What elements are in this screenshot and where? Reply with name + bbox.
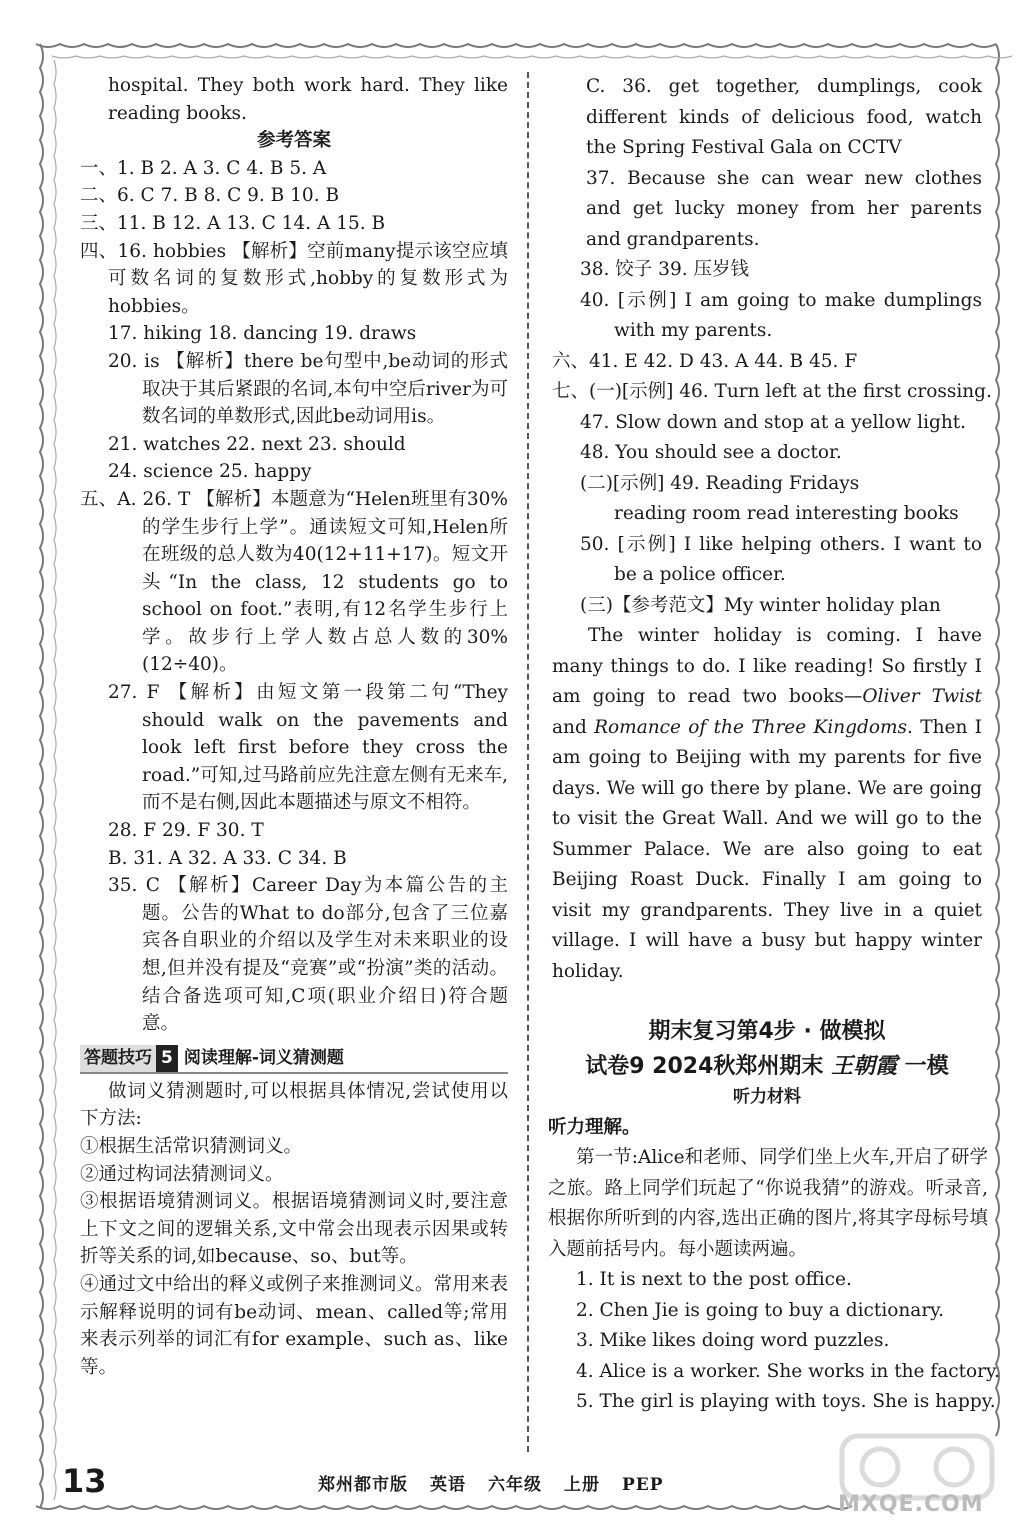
listening-title: 听力材料 [733,1087,801,1107]
answer-row: 七、(一)[示例] 46. Turn left at the first crossing. [552,381,992,402]
tip-title: 阅读理解-词义猜测题 [183,1047,344,1068]
answer-35: 35. C 【解析】Career Day为本篇公告的主题。公告的What to do部分,包含了三位嘉宾各自职业的介绍以及学生对未来职业的设想,但并没有提及“竞赛”或“扮演”类的活动。结合备选项可知,C项(职业介绍日)符合题意。 [108,875,508,1035]
answer-row: reading room read interesting books [614,503,959,524]
listening-block [548,1113,1000,1418]
answer-row: 24. science 25. happy [108,461,312,483]
answer-row: 一、1. B 2. A 3. C 4. B 5. A [80,157,327,179]
listening-intro: 第一节:Alice和老师、同学们坐上火车,开启了研学之旅。路上同学们玩起了“你说我猜”的游戏。听录音,根据你所听到的内容,选出正确的图片,将其字母标号填入题前括号内。每小题读两遍。 [548,1147,988,1260]
listening-item: 3. Mike likes doing word puzzles. [576,1330,890,1351]
right-column [548,72,1000,1418]
answer-row: (二)[示例] 49. Reading Fridays [580,472,860,494]
listening-label: 听力理解。 [548,1116,641,1138]
tip-number: 5 [156,1045,178,1073]
section-title: 期末复习第4步 · 做模拟 [648,1019,886,1044]
listening-item: 5. The girl is playing with toys. She is happy. [576,1391,996,1412]
essay-heading: (三)【参考范文】My winter holiday plan [580,594,941,616]
page-number: 13 [62,1462,107,1500]
essay-paragraph: The winter holiday is coming. I have many things to do. I like reading! So firstly I am going to read two books—Oliver Twist and Romance of the Three Kingdoms. Then I am going to Beijing with my parents for five days. We will go there by plane. We are going to visit the Great Wall. And we will go to the Summer Palace. We are also going to eat Beijing Roast Duck. Finally I am going to visit my grandparents. They live in a quiet village. I will have a busy but happy winter holiday. [552,625,982,982]
answer-50: 50. [示例] I like helping others. I want to be a police officer. [580,533,982,585]
tip-item: ①根据生活常识猜测词义。 [80,1135,303,1157]
answer-40: 40. [示例] I am going to make dumplings with my parents. [580,289,982,341]
answer-row: B. 31. A 32. A 33. C 34. B [108,847,347,869]
tip-bar [80,1044,508,1074]
answer-20: 20. is 【解析】there be句型中,be动词的形式取决于其后紧跟的名词,本句中空后river为可数名词的单数形式,因此be动词用is。 [108,350,508,428]
answer-row: 二、6. C 7. B 8. C 9. B 10. B [80,185,340,207]
answer-26: 五、A. 26. T 【解析】本题意为“Helen班里有30%的学生步行上学”。通读短文可知,Helen所在班级的总人数为40(12+11+17)。短文开头“In the class, 12 students go to school on foot.”表明,有12名学生步行上学。故步行上学人数占总人数的30%(12÷40)。 [80,488,508,676]
text-line: hospital. They both work hard. They like reading books. [108,75,508,124]
answer-row: 28. F 29. F 30. T [108,820,264,842]
tip-item: ④通过文中给出的释义或例子来推测词义。常用来表示解释说明的词有be动词、mean、called等;常用来表示列举的词汇有for example、such as、like等。 [80,1273,508,1378]
answer-row: 48. You should see a doctor. [580,442,842,463]
left-column [80,72,508,1381]
answer-36: C. 36. get together, dumplings, cook different kinds of delicious food, watch the Spring Festival Gala on CCTV [586,76,982,158]
tip-paragraph: 做词义猜测题时,可以根据具体情况,尝试使用以下方法: [80,1080,508,1130]
answer-row: 47. Slow down and stop at a yellow light. [580,411,967,433]
answer-row: 三、11. B 12. A 13. C 14. A 15. B [80,212,386,234]
answers-heading: 参考答案 [256,130,331,152]
answer-row: 17. hiking 18. dancing 19. draws [108,323,417,345]
watermark-text: MXQE.COM [838,1492,984,1517]
tip-tag: 答题技巧 [80,1045,156,1073]
tip-item: ③根据语境猜测词义。根据语境猜测词义时,要注意上下文之间的逻辑关系,文中常会出现表示因果或转折等关系的词,如because、so、but等。 [80,1191,508,1268]
tip-item: ②通过构词法猜测词义。 [80,1163,284,1185]
answer-16: 四、16. hobbies 【解析】空前many提示该空应填可数名词的复数形式,hobby的复数形式为hobbies。 [80,240,508,317]
answer-row: 六、41. E 42. D 43. A 44. B 45. F [552,350,858,372]
answer-row: 38. 饺子 39. 压岁钱 [580,259,749,280]
listening-item: 1. It is next to the post office. [576,1269,852,1290]
paper-title: 试卷9 2024秋郑州期末 王朝霞 一模 [585,1053,949,1079]
footer-info: 郑州都市版 英语 六年级 上册 PEP [318,1475,664,1495]
answer-37: 37. Because she can wear new clothes and get lucky money from her parents and grandparents. [586,167,982,250]
listening-item: 4. Alice is a worker. She works in the factory. [576,1360,1000,1382]
column-divider [527,72,529,1452]
answer-27: 27. F 【解析】由短文第一段第二句“They should walk on the pavements and look left first before they cross the road.”可知,过马路前应先注意左侧有无来车,而不是右侧,因此本题描述与原文不相符。 [108,682,508,814]
listening-item: 2. Chen Jie is going to buy a dictionary. [576,1299,945,1321]
answer-row: 21. watches 22. next 23. should [108,433,406,455]
